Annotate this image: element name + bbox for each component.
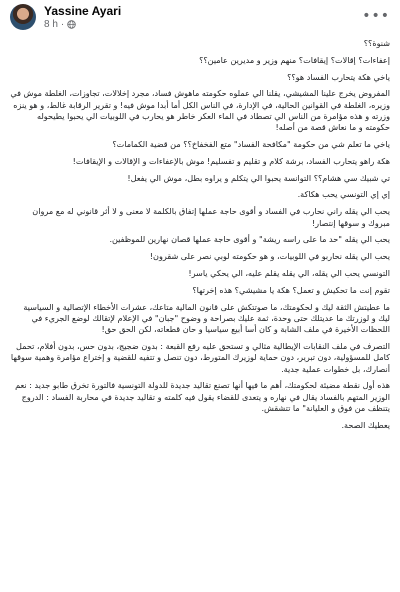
meta-separator: · [60, 19, 65, 30]
author-name[interactable]: Yassine Ayari [44, 4, 122, 18]
post-paragraph: التونسي يحب الي يقله، الي يقله يقلم عليه، الي يحكي ياسر! [188, 267, 390, 278]
post-paragraph: المفروض يخرج علينا المشيشي، يقلنا الي عملوه حكومته ماهوش فساد، مجرد إخلالات، تجاوزات، الغلطة موش في وزيره، الغلطة في القوانين الحالية، في الإدارة، في الناس الكل أما أبدا موش فيه! و تقرير الرقابة غالط، و هو ينزه وزرته و هذه مؤامرة من الناس الي تصطاد في الماء العكر خاطر هو يحارب في اللوبيات الي يحبوا يطيحوله حكومته و ما نعاش قصة من أصله! [10, 88, 390, 133]
post-paragraph: إي إي التونسي يحب هكاكة. [297, 189, 390, 200]
post-paragraph: هكة راهو يتحارب الفساد، برشة كلام و تقليم و تفسليم! موش بالإعفاءات و الإقالات و الإيقافات! [72, 155, 390, 166]
post-paragraph: يحب الي يقله راني نحارب في الفساد و أقوى حاجة عملها إتفاق بالكلمة لا معنى و لا أثر قانوني له مع مروان مبروك و سوقها إنتصار! [32, 206, 390, 228]
post-paragraph: يعطيك الصحة. [341, 419, 390, 430]
post-paragraph: تي شبيك سي هشام؟؟ التوانسة يحبوا الي يتكلم و يراوه بطل، موش الي يفعل! [127, 172, 390, 183]
post-paragraph: ما عطيتش الثقة ليك و لحكومتك، ما صوتتكش على قانون المالية متاعك، عشرات الأخطاء الإتصالية و السياسية ليك و لوزرتك ما عديتلك حتى وحدة، ثمة عليك بصراحة و وضوح "جبان" في الإعلام لإتقالك لوضع الجريء في اللحظات الأخيرة في ملف الشابة و كان أسا أبيع سياسيا و حان قطعاته، لكن الحق حق! [23, 301, 390, 335]
post-paragraph: يحب الي يقله نحاربو في اللوبيات، و هو حكومته لوبي نصر على شقرون! [149, 251, 390, 262]
more-options-icon[interactable]: ••• [362, 8, 390, 24]
post-paragraph: ياخي ما تعلم شي من حكومة "مكافحة الفساد" متع الفخفاخ؟؟ من قضية الكمامات؟ [112, 139, 390, 150]
timestamp[interactable]: 8 h [44, 19, 58, 30]
post-paragraph: هذه أول نقطة مضيئة لحكومتك، أهم ما فيها أنها تصنع تقاليد جديدة للدولة التونسية فالتورة تخرق طابو جديد : نعم الوزير المتهم بالفساد يقال في نهاره و يتعدى للقضاء يقول فيه كلمته و تقاليد جديدة في محاربة الفساد : الدروج يتنظف من فوق و العليانة" ما تتشقش. [15, 380, 390, 413]
avatar[interactable] [10, 4, 36, 30]
post-paragraph: التصرف في ملف النقابات الإيطالية مثالي و تستحق عليه رفع القبعة : بدون ضجيج، بدون حس، بدون أفلام، تحمل كامل للمسؤولية، دون تبرير، دون حماية لوزيرك المتورط، دون تنصل و تتفيه للقضية و إختراع مؤامرة وهمية سوقها أنصارك، بل خطوات عملية جدية. [10, 340, 390, 374]
post-paragraph: تقوم إنت ما تحكيش و تعمل؟ هكة يا مشيشي؟ هذه إخرتها؟ [192, 284, 390, 295]
post-paragraph: ياخي هكة يتحارب الفساد هو؟؟ [287, 71, 390, 82]
post-body [0, 36, 400, 431]
post-paragraph: إعفاءات؟ إقالات؟ إيقافات؟ منهم وزير و مديرين عامين؟؟ [199, 54, 390, 65]
post-paragraph: يحب الي يقله "حد ما على راسه ريشة" و أقوى حاجة عملها قصان نهارين للموظفين. [109, 234, 390, 245]
post-header [0, 0, 400, 36]
post-meta [44, 19, 76, 30]
post-paragraph: شنوة؟؟ [363, 38, 390, 48]
globe-icon [67, 20, 76, 29]
